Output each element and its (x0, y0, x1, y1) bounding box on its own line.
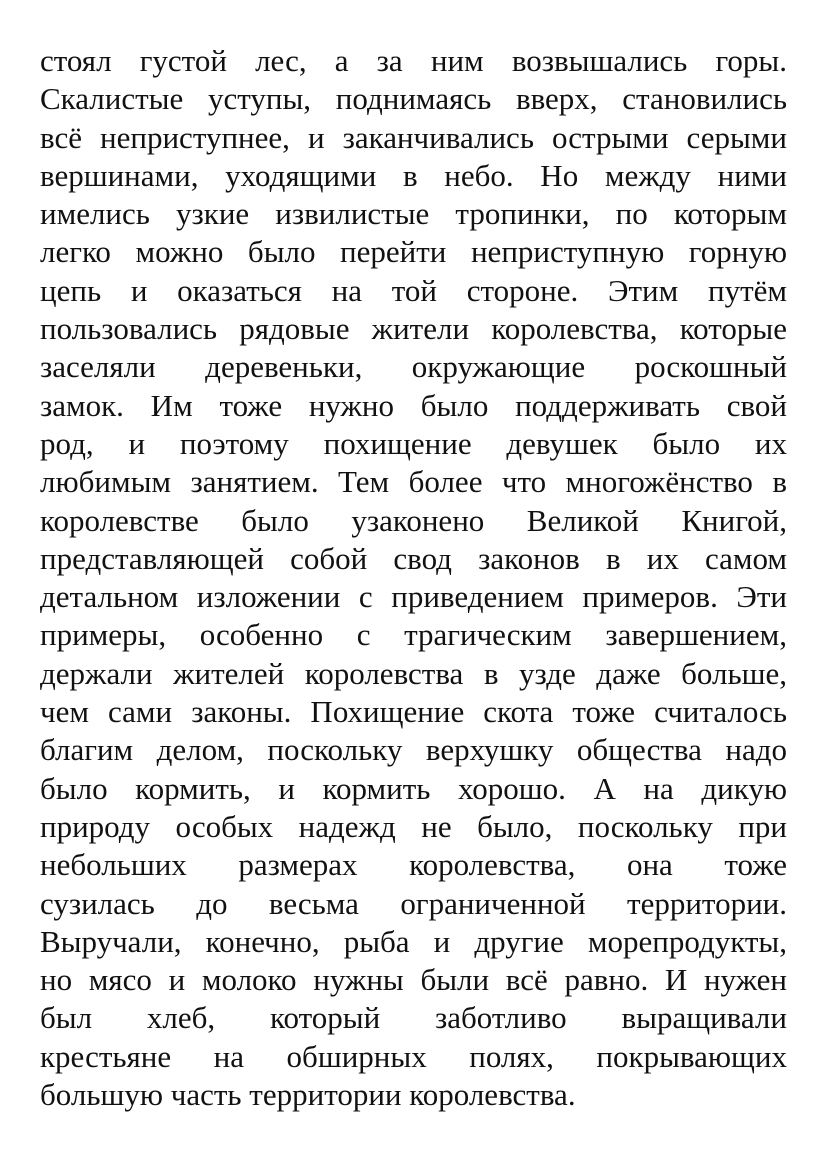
text-line: замок. Им тоже нужно было поддерживать свой (40, 387, 787, 423)
text-line: сузилась до весьма ограниченной территории. (40, 885, 787, 921)
text-line: детальном изложении с приведением примеров. Эти (40, 579, 787, 615)
text-line: цепь и оказаться на той стороне. Этим путём (40, 272, 787, 308)
text-line: благим делом, поскольку верхушку общества надо (40, 732, 787, 768)
text-line: но мясо и молоко нужны были всё равно. И нужен (40, 962, 787, 998)
text-line: чем сами законы. Похищение скота тоже считалось (40, 694, 787, 730)
text-line: небольших размерах королевства, она тоже (40, 847, 787, 883)
text-line-last: большую часть территории королевства. (40, 1077, 576, 1113)
text-line: имелись узкие извилистые тропинки, по которым (40, 196, 787, 232)
text-line: пользовались рядовые жители королевства, которые (40, 311, 787, 347)
text-line: королевстве было узаконено Великой Книгой, (40, 502, 787, 538)
text-line: примеры, особенно с трагическим завершением, (40, 617, 787, 653)
text-line: стоял густой лес, а за ним возвышались горы. (40, 43, 787, 78)
text-line: всё неприступнее, и заканчивались острыми серыми (40, 119, 787, 155)
text-line: род, и поэтому похищение девушек было их (40, 425, 787, 461)
text-line: любимым занятием. Тем более что многожёнство в (40, 464, 787, 500)
text-line: заселяли деревеньки, окружающие роскошный (40, 349, 787, 385)
text-line: вершинами, уходящими в небо. Но между ними (40, 157, 787, 193)
text-line: был хлеб, который заботливо выращивали (40, 1000, 787, 1036)
text-line: легко можно было перейти неприступную горную (40, 234, 787, 270)
text-line: природу особых надежд не было, поскольку при (40, 808, 787, 844)
text-line: было кормить, и кормить хорошо. А на дикую (40, 770, 787, 806)
text-line: представляющей собой свод законов в их самом (40, 540, 787, 576)
text-line: держали жителей королевства в узде даже больше, (40, 655, 787, 691)
text-line: крестьяне на обширных полях, покрывающих (40, 1038, 787, 1074)
text-line: Скалистые уступы, поднимаясь вверх, становились (40, 81, 787, 117)
body-paragraph (40, 42, 787, 1114)
text-line: Выручали, конечно, рыба и другие морепродукты, (40, 923, 787, 959)
